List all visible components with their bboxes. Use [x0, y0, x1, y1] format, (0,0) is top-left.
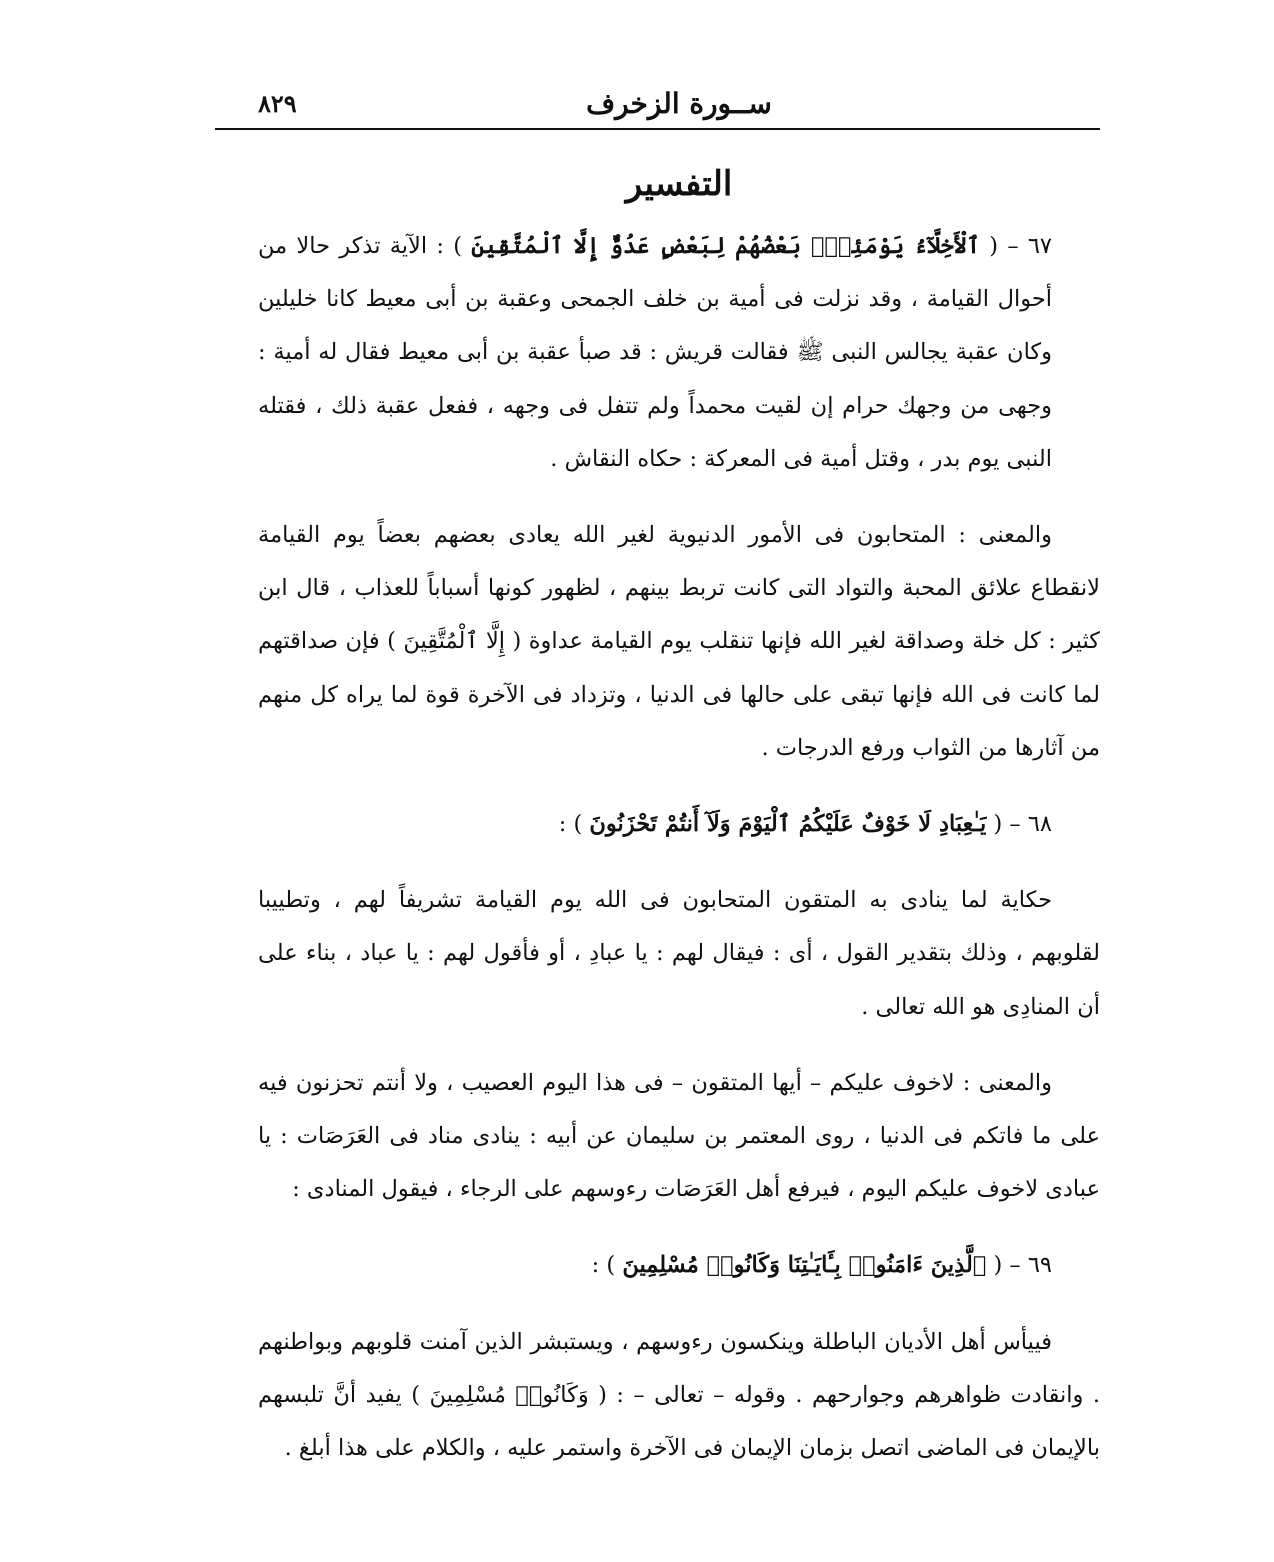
header-divider: [215, 128, 1100, 130]
surah-title: ســورة الزخرف: [586, 87, 772, 120]
verse-number: ٦٩ –: [1009, 1252, 1052, 1279]
page-number: ٨٢٩: [258, 89, 297, 118]
meaning-paragraph-67: والمعنى : المتحابون فى الأمور الدنيوية لغير الله يعادى بعضهم بعضاً يوم القيامة لانقطاع علائق المحبة والتواد التى كانت تربط بينهم ، لظهور كونها أسباباً للعذاب ، قال ابن كثير : كل خلة وصداقة لغير الله فإنها تنقلب يوم القيامة عداوة ( إِلَّا ٱلْمُتَّقِينَ ) فإن صداقتهم لما كانت فى الله فإنها تبقى على حالها فى الدنيا ، وتزداد فى الآخرة قوة لما يراه كل منهم من آثارها من الثواب ورفع الدرجات .: [258, 522, 1100, 761]
verse-open-bracket: (: [989, 233, 999, 259]
verse-close-bracket: ) :: [591, 1252, 616, 1279]
verse-number: ٦٧ –: [1007, 233, 1052, 259]
verse-number: ٦٨ –: [1009, 811, 1052, 838]
meaning-paragraph-68: والمعنى : لاخوف عليكم – أيها المتقون – فى هذا اليوم العصيب ، ولا أنتم تحزنون فيه على ما فاتكم فى الدنيا ، روى المعتمر بن سليمان عن أبيه : ينادى مناد فى العَرَصَات : يا عبادى لاخوف عليكم اليوم ، فيرفع أهل العَرَصَات رءوسهم على الرجاء ، فيقول المنادى :: [258, 1069, 1100, 1203]
verse-open-bracket: (: [993, 1252, 1003, 1279]
verse-69-heading: [258, 1239, 1100, 1292]
running-header: [258, 86, 1100, 126]
verse-close-bracket: ) :: [436, 233, 462, 259]
verse-67-paragraph: [258, 220, 1100, 486]
commentary-body: [258, 220, 1100, 1498]
verse-text: ٱلَّذِينَ ءَامَنُوا۟ بِـَٔايَـٰتِنَا وَكَانُوا۟ مُسْلِمِينَ: [622, 1252, 987, 1279]
verse-text: ٱلْأَخِلَّآءُ يَوْمَئِذٍۭ بَعْضُهُمْ لِبَعْضٍ عَدُوٌّ إِلَّا ٱلْمُتَّقِينَ: [471, 233, 981, 259]
verse-open-bracket: (: [993, 811, 1003, 838]
paragraph-text: الآية تذكر حالا من أحوال القيامة ، وقد نزلت فى أمية بن خلف الجمحى وعقبة بن أبى معيط كانا خليلين وكان عقبة يجالس النبى ﷺ فقالت قريش : قد صبأ عقبة بن أبى معيط فقال له أمية : وجهى من وجهك حرام إن لقيت محمداً ولم تتفل فى وجهه ، ففعل عقبة ذلك ، فقتله النبى يوم بدر ، وقتل أمية فى المعركة : حكاه النقاش .: [258, 233, 1052, 472]
section-title: التفسير: [625, 164, 733, 204]
verse-68-heading: [258, 798, 1100, 851]
verse-close-bracket: ) :: [558, 811, 583, 838]
commentary-paragraph-68: حكاية لما ينادى به المتقون المتحابون فى الله يوم القيامة تشريفاً لهم ، وتطييبا لقلوبهم ، وذلك بتقدير القول ، أى : فيقال لهم : يا عبادِ ، أو فأقول لهم : يا عباد ، بناء على أن المنادِى هو الله تعالى .: [258, 887, 1100, 1020]
commentary-paragraph-69: فييأس أهل الأديان الباطلة وينكسون رءوسهم ، ويستبشر الذين آمنت قلوبهم وبواطنهم . وانقادت ظواهرهم وجوارحهم . وقوله – تعالى – : ( وَكَانُوا۟ مُسْلِمِينَ ) يفيد أنَّ تلبسهم بالإيمان فى الماضى اتصل بزمان الإيمان فى الآخرة واستمر عليه ، والكلام على هذا أبلغ .: [258, 1328, 1100, 1462]
verse-text: يَـٰعِبَادِ لَا خَوْفٌ عَلَيْكُمُ ٱلْيَوْمَ وَلَآ أَنتُمْ تَحْزَنُونَ: [589, 811, 987, 838]
